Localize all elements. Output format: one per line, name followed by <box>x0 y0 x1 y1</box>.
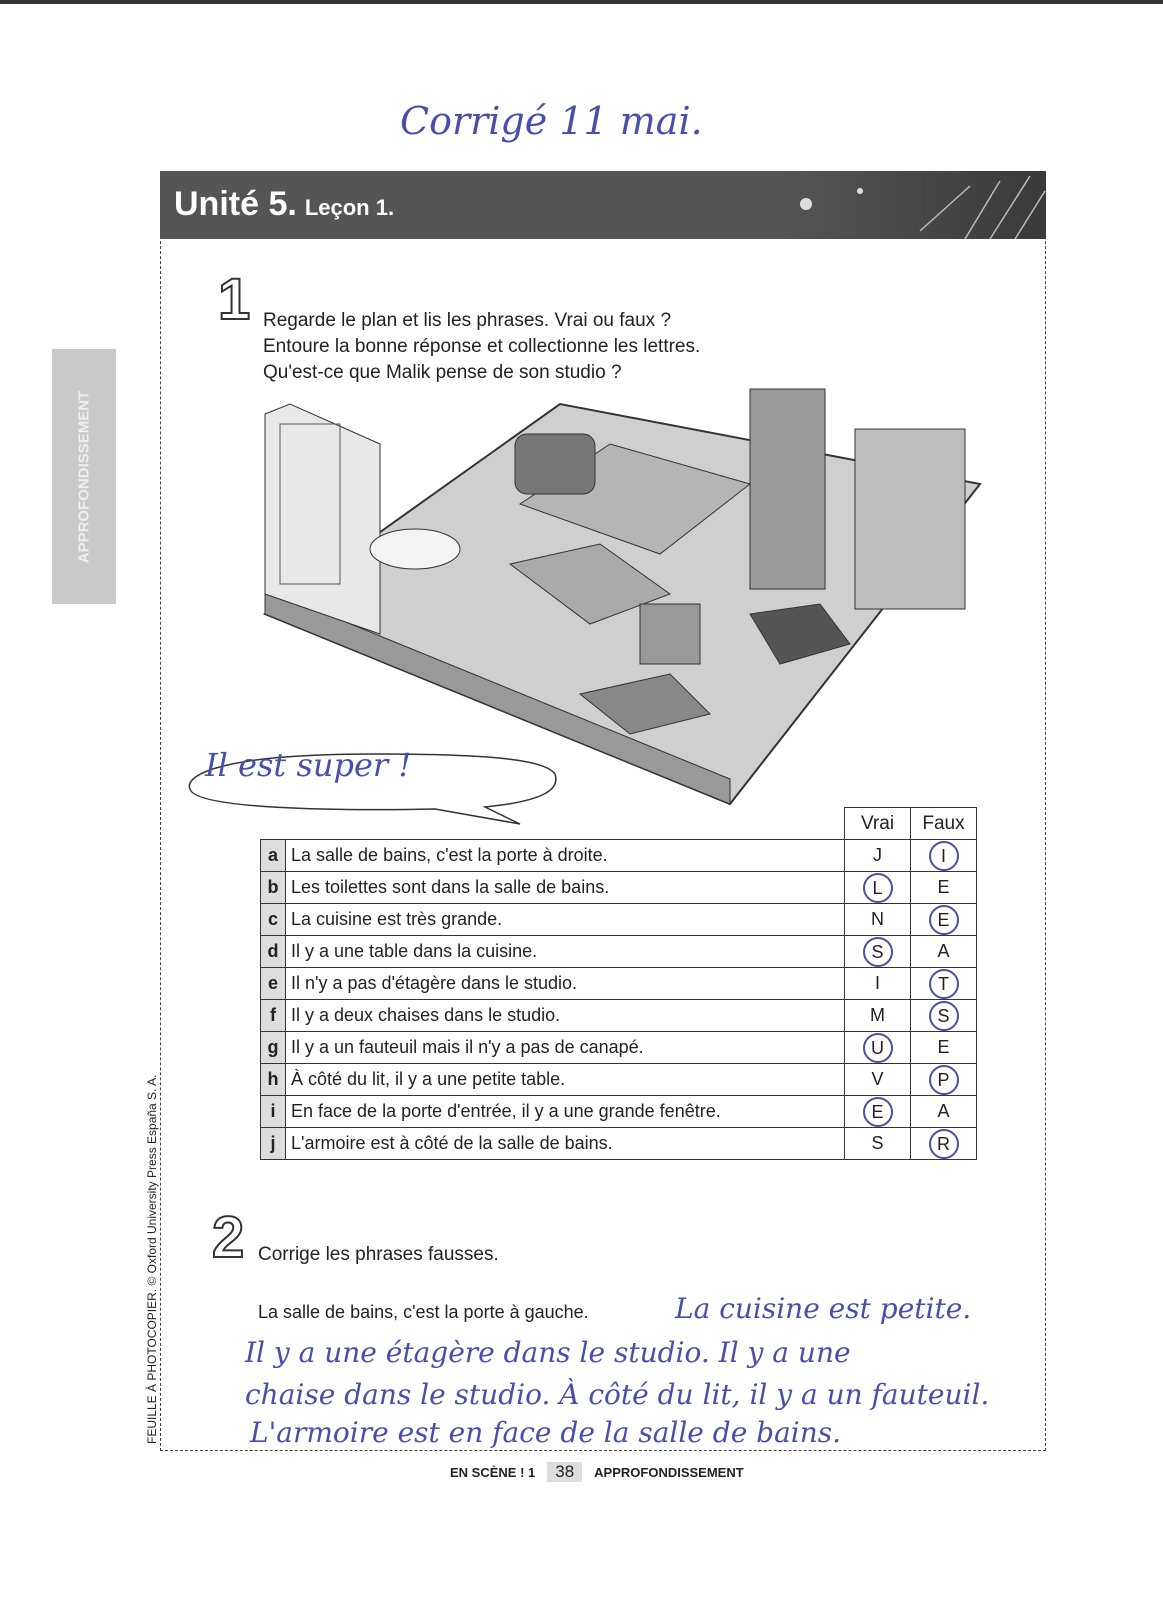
column-header-vrai: Vrai <box>845 808 911 840</box>
statement <box>286 840 845 872</box>
vrai-letter[interactable] <box>845 1064 911 1096</box>
row-letter <box>261 1064 286 1096</box>
faux-letter[interactable] <box>911 840 977 872</box>
page-number: 38 <box>547 1462 582 1482</box>
vrai-letter-text: L <box>863 873 893 903</box>
instruction-line: Qu'est-ce que Malik pense de son studio ? <box>263 362 622 383</box>
faux-letter-text: S <box>929 1001 959 1031</box>
row-letter <box>261 1000 286 1032</box>
vrai-letter-text: S <box>863 937 893 967</box>
vrai-letter[interactable] <box>845 904 911 936</box>
row-letter-text: h <box>267 1069 279 1089</box>
statement-text: Les toilettes sont dans la salle de bains. <box>291 877 610 897</box>
vrai-letter-text: N <box>871 909 884 929</box>
row-letter-text: d <box>267 941 279 961</box>
vrai-letter[interactable] <box>845 1128 911 1160</box>
vrai-letter[interactable] <box>845 840 911 872</box>
row-letter <box>261 904 286 936</box>
unit-title: Unité 5. <box>174 185 297 223</box>
faux-letter[interactable] <box>911 1128 977 1160</box>
vrai-letter[interactable] <box>845 936 911 968</box>
faux-letter-text: A <box>937 1101 950 1121</box>
statement-text: En face de la porte d'entrée, il y a une grande fenêtre. <box>291 1101 721 1121</box>
statement <box>286 1000 845 1032</box>
table-row <box>261 1000 977 1032</box>
faux-letter[interactable] <box>911 968 977 1000</box>
faux-letter-text: P <box>929 1065 959 1095</box>
table-row <box>261 1096 977 1128</box>
side-tab <box>52 349 116 604</box>
row-letter-text: a <box>267 845 278 865</box>
unit-header <box>160 171 1046 239</box>
statement <box>286 968 845 1000</box>
statement <box>286 1128 845 1160</box>
page-footer <box>450 1462 744 1482</box>
bubble-answer: Il est super ! <box>205 746 412 784</box>
statement-text: Il y a deux chaises dans le studio. <box>291 1005 561 1025</box>
vrai-letter[interactable] <box>845 872 911 904</box>
row-letter <box>261 968 286 1000</box>
statement-text: Il y a une table dans la cuisine. <box>291 941 538 961</box>
vrai-letter-text: I <box>874 973 880 993</box>
faux-letter[interactable] <box>911 1096 977 1128</box>
faux-letter[interactable] <box>911 872 977 904</box>
vrai-letter[interactable] <box>845 1096 911 1128</box>
faux-letter-text: E <box>929 905 959 935</box>
vrai-letter-text: E <box>863 1097 893 1127</box>
statement-text: À côté du lit, il y a une petite table. <box>291 1069 566 1089</box>
statement <box>286 1032 845 1064</box>
answer-line: L'armoire est en face de la salle de bains. <box>250 1416 842 1449</box>
statement-text: La salle de bains, c'est la porte à droite. <box>291 845 608 865</box>
table-row <box>261 904 977 936</box>
statement <box>286 1096 845 1128</box>
statement-text: Il n'y a pas d'étagère dans le studio. <box>291 973 578 993</box>
vrai-letter-text: S <box>871 1133 884 1153</box>
vrai-letter-text: M <box>870 1005 885 1025</box>
row-letter-text: e <box>267 973 278 993</box>
statement <box>286 1064 845 1096</box>
faux-letter-text: E <box>937 1037 950 1057</box>
exercise-1-number: 1 <box>218 267 251 332</box>
row-letter <box>261 1032 286 1064</box>
decoration-icon <box>800 171 1046 239</box>
lesson-title: Leçon 1. <box>304 195 395 220</box>
answer-line: Il y a une étagère dans le studio. Il y a une <box>245 1336 851 1369</box>
answer-line: chaise dans le studio. À côté du lit, il y a un fauteuil. <box>245 1378 990 1411</box>
faux-letter[interactable] <box>911 904 977 936</box>
faux-letter[interactable] <box>911 1000 977 1032</box>
statement <box>286 904 845 936</box>
exercise-2-number: 2 <box>212 1205 245 1270</box>
copyright: FEUILLE À PHOTOCOPIER. © Oxford University Press España S. A. <box>145 1074 159 1444</box>
teacher-annotation: Corrigé 11 mai. <box>400 99 703 143</box>
true-false-table <box>260 807 977 1160</box>
side-tab-label: APPROFONDISSEMENT <box>75 390 93 563</box>
vrai-letter[interactable] <box>845 1032 911 1064</box>
table-row <box>261 840 977 872</box>
row-letter-text: f <box>270 1005 276 1025</box>
table-row <box>261 968 977 1000</box>
exercise-1-instructions <box>263 308 700 386</box>
section-name: APPROFONDISSEMENT <box>594 1465 744 1480</box>
row-letter <box>261 1096 286 1128</box>
row-letter <box>261 936 286 968</box>
row-letter <box>261 840 286 872</box>
answer-line: La cuisine est petite. <box>675 1292 972 1325</box>
table-row <box>261 936 977 968</box>
exercise-2-instruction: Corrige les phrases fausses. <box>258 1244 499 1265</box>
statement-text: Il y a un fauteuil mais il n'y a pas de canapé. <box>291 1037 644 1057</box>
statement-text: La cuisine est très grande. <box>291 909 503 929</box>
statement <box>286 936 845 968</box>
faux-letter-text: A <box>937 941 950 961</box>
row-letter-text: i <box>270 1101 276 1121</box>
faux-letter-text: T <box>929 969 959 999</box>
faux-letter[interactable] <box>911 1032 977 1064</box>
book-title: EN SCÈNE ! 1 <box>450 1465 536 1480</box>
faux-letter[interactable] <box>911 1064 977 1096</box>
instruction-line: Regarde le plan et lis les phrases. Vrai ou faux ? <box>263 310 672 331</box>
table-row <box>261 1032 977 1064</box>
column-header-faux: Faux <box>911 808 977 840</box>
faux-letter-text: E <box>937 877 950 897</box>
vrai-letter-text: J <box>873 845 882 865</box>
row-letter <box>261 872 286 904</box>
vrai-letter[interactable] <box>845 968 911 1000</box>
faux-letter-text: R <box>929 1129 959 1159</box>
vrai-letter-text: U <box>863 1033 893 1063</box>
table-row <box>261 1128 977 1160</box>
statement-text: L'armoire est à côté de la salle de bains. <box>291 1133 613 1153</box>
table-row <box>261 872 977 904</box>
row-letter <box>261 1128 286 1160</box>
table-row <box>261 1064 977 1096</box>
faux-letter[interactable] <box>911 936 977 968</box>
vrai-letter-text: V <box>871 1069 884 1089</box>
row-letter-text: j <box>270 1133 276 1153</box>
row-letter-text: g <box>267 1037 279 1057</box>
row-letter-text: c <box>267 909 278 929</box>
statement <box>286 872 845 904</box>
vrai-letter[interactable] <box>845 1000 911 1032</box>
row-letter-text: b <box>267 877 279 897</box>
faux-letter-text: I <box>929 841 959 871</box>
instruction-line: Entoure la bonne réponse et collectionne les lettres. <box>263 336 701 357</box>
example-sentence: La salle de bains, c'est la porte à gauche. <box>258 1302 589 1322</box>
